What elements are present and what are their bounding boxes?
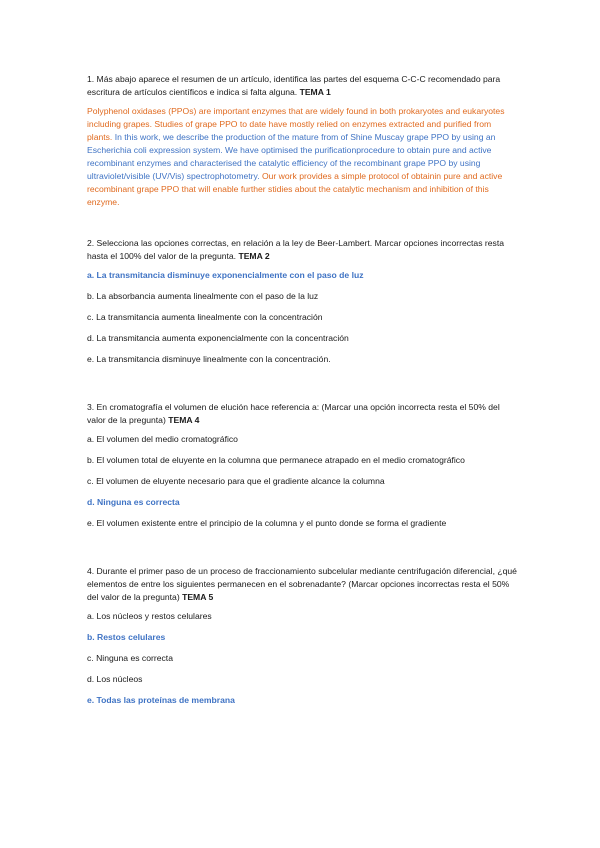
question-1-text: 1. Más abajo aparece el resumen de un artículo, identifica las partes del esquema C-C-C recomendado para escritura de artículos científicos e indica si falta alguna. (87, 74, 501, 97)
question-2 (87, 237, 517, 263)
abstract-conclusion: Our work provides a simple protocol of obtainin pure and active recombinant grape PPO that will enable further stidies about the catalytic mechanism and inhibition of this enzyme. (87, 171, 503, 207)
q2-option-b: b. La absorbancia aumenta linealmente con el paso de la luz (87, 291, 319, 301)
q4-option-d: d. Los núcleos (87, 674, 143, 684)
question-3 (87, 401, 517, 427)
document-page (87, 73, 517, 715)
q2-option-e: e. La transmitancia disminuye linealmente con la concentración. (87, 354, 331, 364)
question-2-text: 2. Selecciona las opciones correctas, en relación a la ley de Beer-Lambert. Marcar opciones incorrectas resta hasta el 100% del valor de la pregunta. (87, 238, 505, 261)
question-1-tema: TEMA 1 (299, 87, 331, 97)
q3-option-c: c. El volumen de eluyente necesario para que el gradiente alcance la columna (87, 476, 385, 486)
question-1 (87, 73, 517, 99)
question-4-text: 4. Durante el primer paso de un proceso de fraccionamiento subcelular mediante centrifugación diferencial, ¿qué elementos de entre los siguientes permanecen en el sobrenadante? (Marcar opciones incorrectas resta el 50% del valor de la pregunta) (87, 566, 517, 602)
q4-option-c: c. Ninguna es correcta (87, 653, 173, 663)
q3-option-d: d. Ninguna es correcta (87, 497, 180, 507)
question-3-tema: TEMA 4 (168, 415, 200, 425)
q4-option-a: a. Los núcleos y restos celulares (87, 611, 212, 621)
abstract-content: In this work, we describe the production of the mature from of Shine Muscay grape PPO by using an Escherichia coli expression system. We have optimised the purificationprocedure to obtain pure and active recombinant enzymes and characterised the catalytic efficiency of the recombinant grape PPO by using ultraviolet/visible (UV/Vis) spectrophotometry. (87, 132, 496, 181)
q2-option-d: d. La transmitancia aumenta exponencialmente con la concentración (87, 333, 349, 343)
q3-option-e: e. El volumen existente entre el principio de la columna y el punto donde se forma el gradiente (87, 518, 447, 528)
question-4-tema: TEMA 5 (182, 592, 214, 602)
q2-option-a: a. La transmitancia disminuye exponencialmente con el paso de luz (87, 270, 364, 280)
question-2-tema: TEMA 2 (238, 251, 270, 261)
question-4 (87, 565, 517, 604)
abstract-context: Polyphenol oxidases (PPOs) are important enzymes that are widely found in both prokaryotes and eukaryotes including grapes. Studies of grape PPO to date have mostly relied on enzymes extracted and purified from plants. (87, 106, 505, 142)
abstract-paragraph (87, 105, 517, 209)
q3-option-a: a. El volumen del medio cromatográfico (87, 434, 238, 444)
question-3-text: 3. En cromatografía el volumen de elución hace referencia a: (Marcar una opción incorrecta resta el 50% del valor de la pregunta) (87, 402, 500, 425)
q2-option-c: c. La transmitancia aumenta linealmente con la concentración (87, 312, 323, 322)
q3-option-b: b. El volumen total de eluyente en la columna que permanece atrapado en el medio cromatográfico (87, 455, 465, 465)
q4-option-b: b. Restos celulares (87, 632, 166, 642)
q4-option-e: e. Todas las proteínas de membrana (87, 695, 235, 705)
